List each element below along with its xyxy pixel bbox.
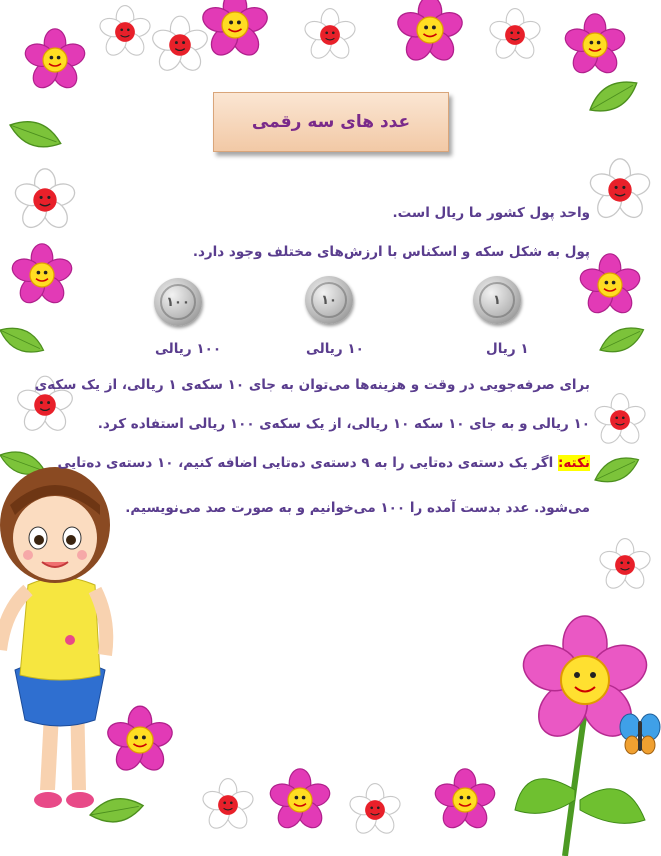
coin-1-mark: ۱	[493, 292, 501, 308]
coin-10-rial	[305, 276, 353, 324]
text-line-4: ۱۰ ریالی و به جای ۱۰ سکه ۱۰ ریالی، از یک سکه‌ی ۱۰۰ ریالی استفاده کرد.	[97, 416, 590, 432]
coin-label-1: ۱ ریال	[486, 341, 529, 357]
note-label: نکته:	[557, 455, 590, 471]
coin-1-rial	[473, 276, 521, 324]
coin-100-mark: ۱۰۰	[166, 294, 190, 310]
text-line-6: می‌شود. عدد بدست آمده را ۱۰۰ می‌خوانیم و به صورت صد می‌نویسیم.	[125, 500, 590, 516]
girl-illustration	[0, 467, 110, 808]
note-line	[58, 455, 590, 471]
coin-100-rial	[154, 278, 202, 326]
coin-10-mark: ۱۰	[321, 292, 337, 308]
coin-label-100: ۱۰۰ ریالی	[155, 341, 222, 357]
text-line-2: پول به شکل سکه و اسکناس با ارزش‌های مختلف وجود دارد.	[192, 244, 590, 260]
text-line-5: اگر یک دسته‌ی ده‌تایی را به ۹ دسته‌ی ده‌تایی اضافه کنیم، ۱۰ دسته‌ی ده‌تایی	[57, 455, 558, 471]
page-title: عدد های سه رقمی	[251, 112, 411, 132]
coin-label-10: ۱۰ ریالی	[306, 341, 364, 357]
butterfly-icon	[620, 714, 660, 754]
text-line-3: برای صرفه‌جویی در وقت و هزینه‌ها می‌توان به جای ۱۰ سکه‌ی ۱ ریالی، از یک سکه‌ی	[34, 377, 590, 393]
text-line-1: واحد پول کشور ما ریال است.	[392, 205, 590, 221]
title-box	[213, 92, 449, 152]
